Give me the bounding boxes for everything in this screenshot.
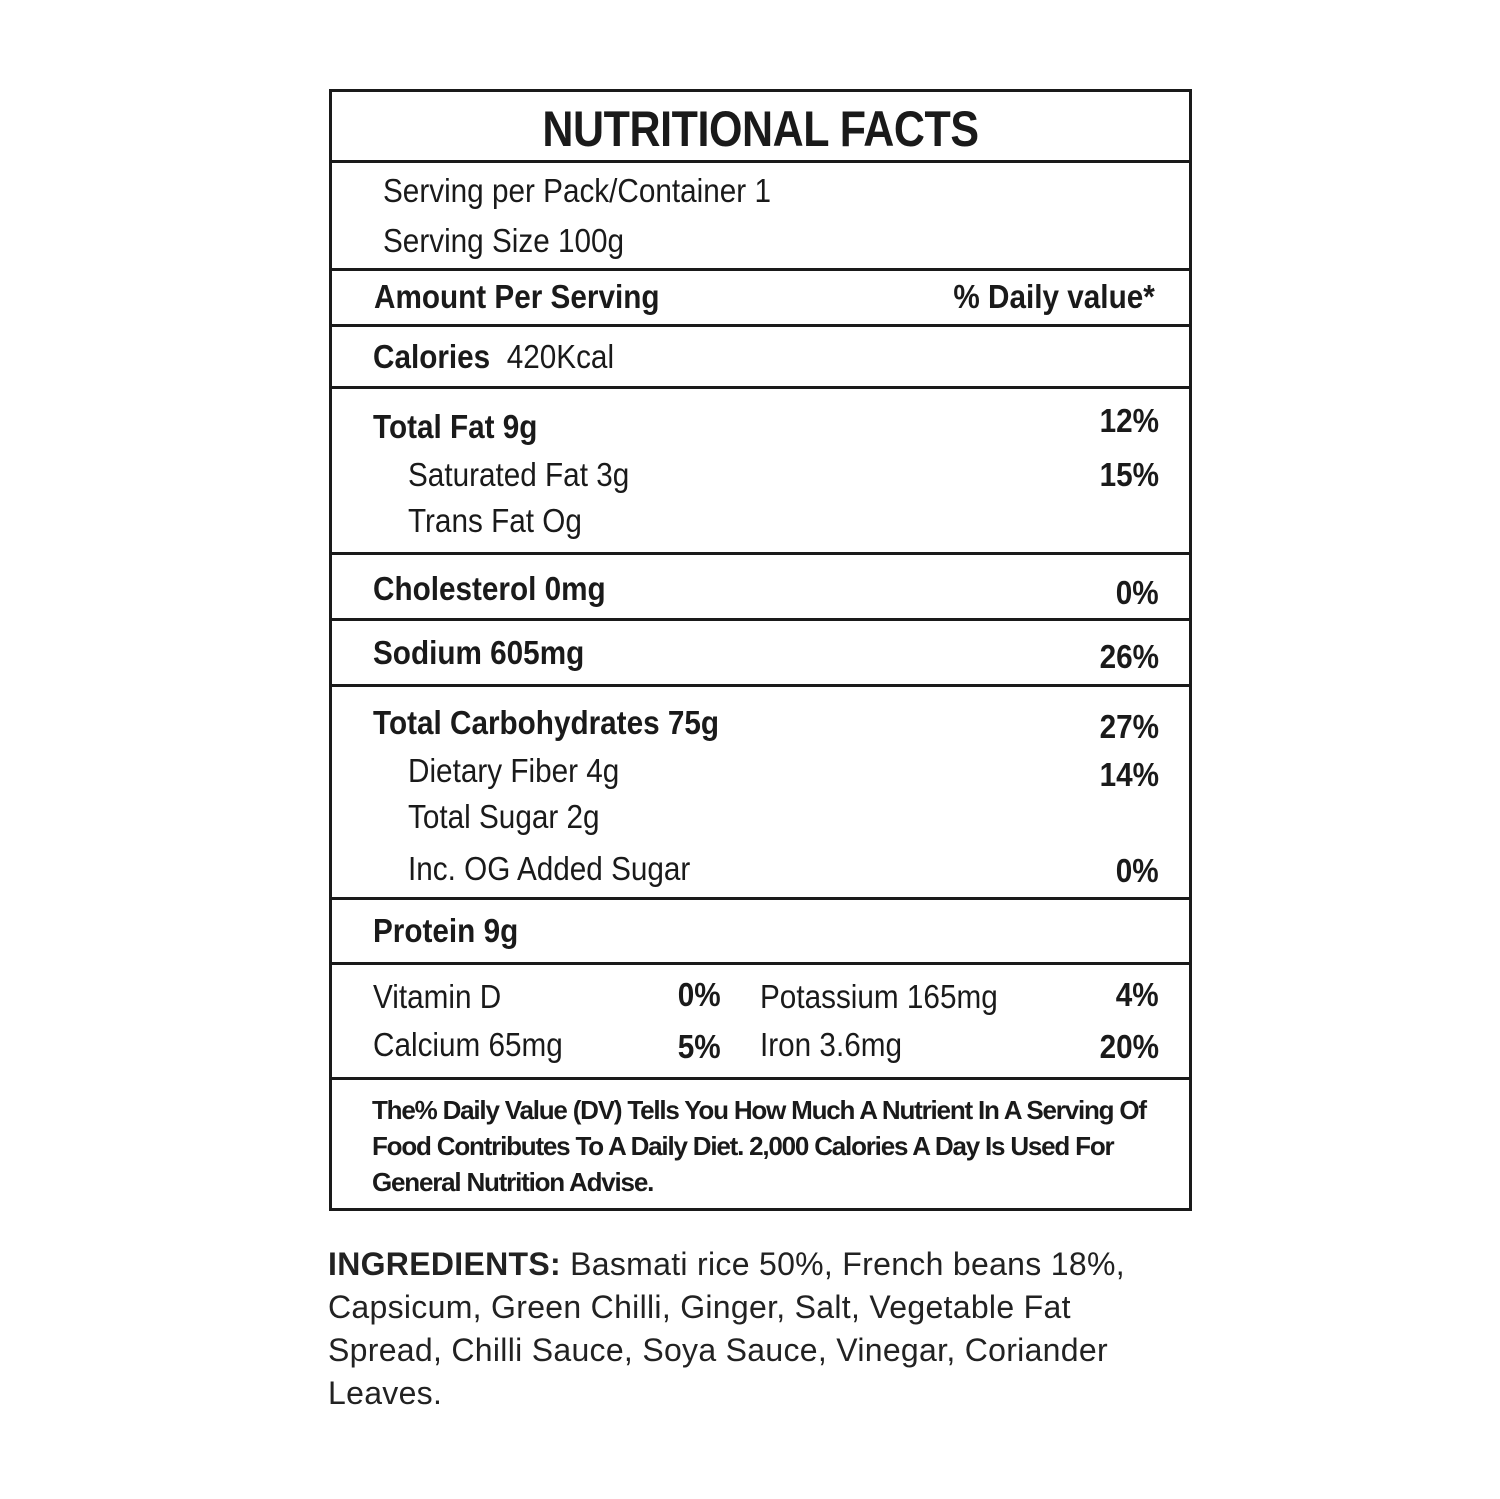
calories-label: Calories: [373, 338, 491, 375]
saturated-fat-label: Saturated Fat 3g: [408, 456, 630, 493]
total-carbohydrates-dv: 27%: [1099, 708, 1159, 745]
protein-label: Protein 9g: [373, 912, 519, 949]
iron-dv: 20%: [1099, 1028, 1159, 1065]
divider: [332, 684, 1189, 687]
trans-fat-label: Trans Fat Og: [408, 502, 582, 539]
dietary-fiber-dv: 14%: [1099, 756, 1159, 793]
ingredients-list: Basmati rice 50%, French beans 18%, Capsicum, Green Chilli, Ginger, Salt, Vegetable Fat Spread, Chilli Sauce, Soya Sauce, Vinegar, Coriander Leaves.: [328, 1246, 1125, 1411]
divider: [332, 962, 1189, 965]
divider: [332, 618, 1189, 621]
total-fat-dv: 12%: [1099, 402, 1159, 439]
potassium-dv: 4%: [1116, 976, 1159, 1013]
label-title: NUTRITIONAL FACTS: [542, 101, 979, 157]
daily-value-heading: % Daily value*: [953, 278, 1155, 315]
calories-row: [373, 338, 614, 376]
divider: [332, 897, 1189, 900]
total-sugar-label: Total Sugar 2g: [408, 798, 600, 835]
ingredients-heading: INGREDIENTS:: [328, 1246, 561, 1282]
amount-per-serving-heading: Amount Per Serving: [374, 278, 660, 315]
vitamin-d-label: Vitamin D: [373, 978, 502, 1015]
divider: [332, 268, 1189, 271]
added-sugar-label: Inc. OG Added Sugar: [408, 850, 691, 887]
total-fat-label: Total Fat 9g: [373, 408, 538, 445]
added-sugar-dv: 0%: [1116, 852, 1159, 889]
ingredients-text: [328, 1243, 1168, 1415]
serving-size: Serving Size 100g: [383, 222, 625, 259]
divider: [332, 386, 1189, 389]
calcium-label: Calcium 65mg: [373, 1026, 563, 1063]
serving-per-pack: Serving per Pack/Container 1: [383, 172, 771, 209]
dietary-fiber-label: Dietary Fiber 4g: [408, 752, 620, 789]
total-carbohydrates-label: Total Carbohydrates 75g: [373, 704, 720, 741]
divider: [332, 324, 1189, 327]
calcium-dv: 5%: [678, 1028, 721, 1065]
vitamin-d-dv: 0%: [678, 976, 721, 1013]
sodium-dv: 26%: [1099, 638, 1159, 675]
cholesterol-dv: 0%: [1116, 574, 1159, 611]
divider: [332, 1077, 1189, 1080]
nutrition-facts-label: [329, 89, 1192, 1211]
iron-label: Iron 3.6mg: [760, 1026, 902, 1063]
saturated-fat-dv: 15%: [1099, 456, 1159, 493]
divider: [332, 160, 1189, 163]
calories-value: 420Kcal: [506, 338, 615, 375]
sodium-label: Sodium 605mg: [373, 634, 585, 671]
potassium-label: Potassium 165mg: [760, 978, 998, 1015]
divider: [332, 552, 1189, 555]
cholesterol-label: Cholesterol 0mg: [373, 570, 606, 607]
daily-value-footnote: The% Daily Value (DV) Tells You How Much A Nutrient In A Serving Of Food Contributes To A Daily Diet. 2,000 Calories A Day Is Used For General Nutrition Advise.: [372, 1095, 1146, 1197]
